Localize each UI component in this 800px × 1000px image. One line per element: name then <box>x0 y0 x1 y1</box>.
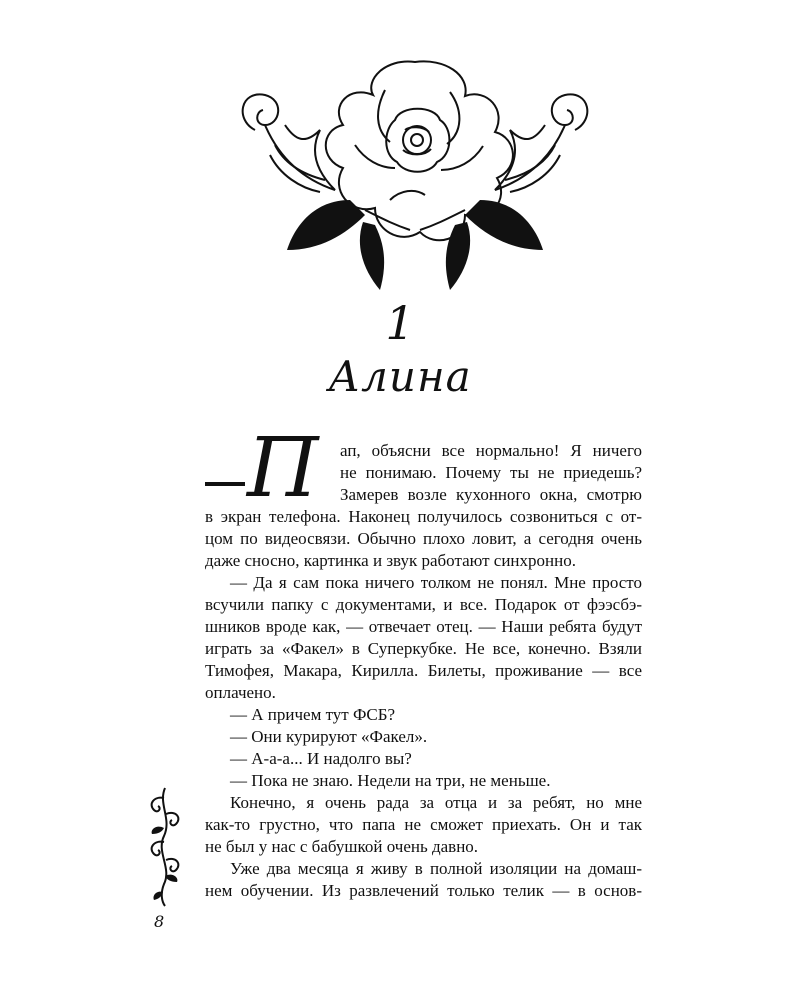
text-line: оплачено. <box>205 683 276 702</box>
text-line: Замерев возле кухонного окна, смотрю <box>340 485 642 504</box>
text-line: — А причем тут ФСБ? <box>230 705 396 724</box>
text-line: не понимаю. Почему ты не приедешь? <box>340 463 642 482</box>
text-line: в экран телефона. Наконец получилось созвониться с от- <box>205 507 642 526</box>
text-line: — Пока не знаю. Недели на три, не меньше. <box>230 771 551 790</box>
text-line: Конечно, я очень рада за отца и за ребят, но мне <box>230 793 642 812</box>
rose-ornament-icon <box>225 50 605 310</box>
dropcap <box>205 421 340 516</box>
chapter-title: Алина <box>328 352 472 401</box>
text-line: ап, объясни все нормально! Я ничего <box>340 441 642 460</box>
text-line: не был у нас с бабушкой очень давно. <box>205 837 479 856</box>
dropcap-letter: П <box>247 421 319 516</box>
text-line: цом по видеосвязи. Обычно плохо ловит, а сегодня очень <box>205 529 642 548</box>
dialogue-dash <box>205 482 245 486</box>
vine-ornament-icon <box>140 784 190 909</box>
page-number: 8 <box>154 912 165 931</box>
text-line: играть за «Факел» в Суперкубке. Не все, конечно. Взяли <box>205 639 642 658</box>
text-line: даже сносно, картинка и звук работают синхронно. <box>205 551 576 570</box>
text-line: — Да я сам пока ничего толком не понял. Мне просто <box>230 573 642 592</box>
text-line: как-то грустно, что папа не сможет приехать. Он и так <box>205 815 642 834</box>
chapter-number: 1 <box>385 296 415 350</box>
text-line: — Они курируют «Факел». <box>230 727 428 746</box>
text-line: Тимофея, Макара, Кирилла. Билеты, проживание — все <box>205 661 642 680</box>
text-line: всучили папку с документами, и все. Подарок от фээсбэ- <box>205 595 642 614</box>
text-line: нем обучении. Из развлечений только телик — в основ- <box>205 881 642 900</box>
text-line: шников вроде как, — отвечает отец. — Наши ребята будут <box>205 617 642 636</box>
text-line: Уже два месяца я живу в полной изоляции на домаш- <box>230 859 642 878</box>
text-line: — А-а-а... И надолго вы? <box>230 749 412 768</box>
